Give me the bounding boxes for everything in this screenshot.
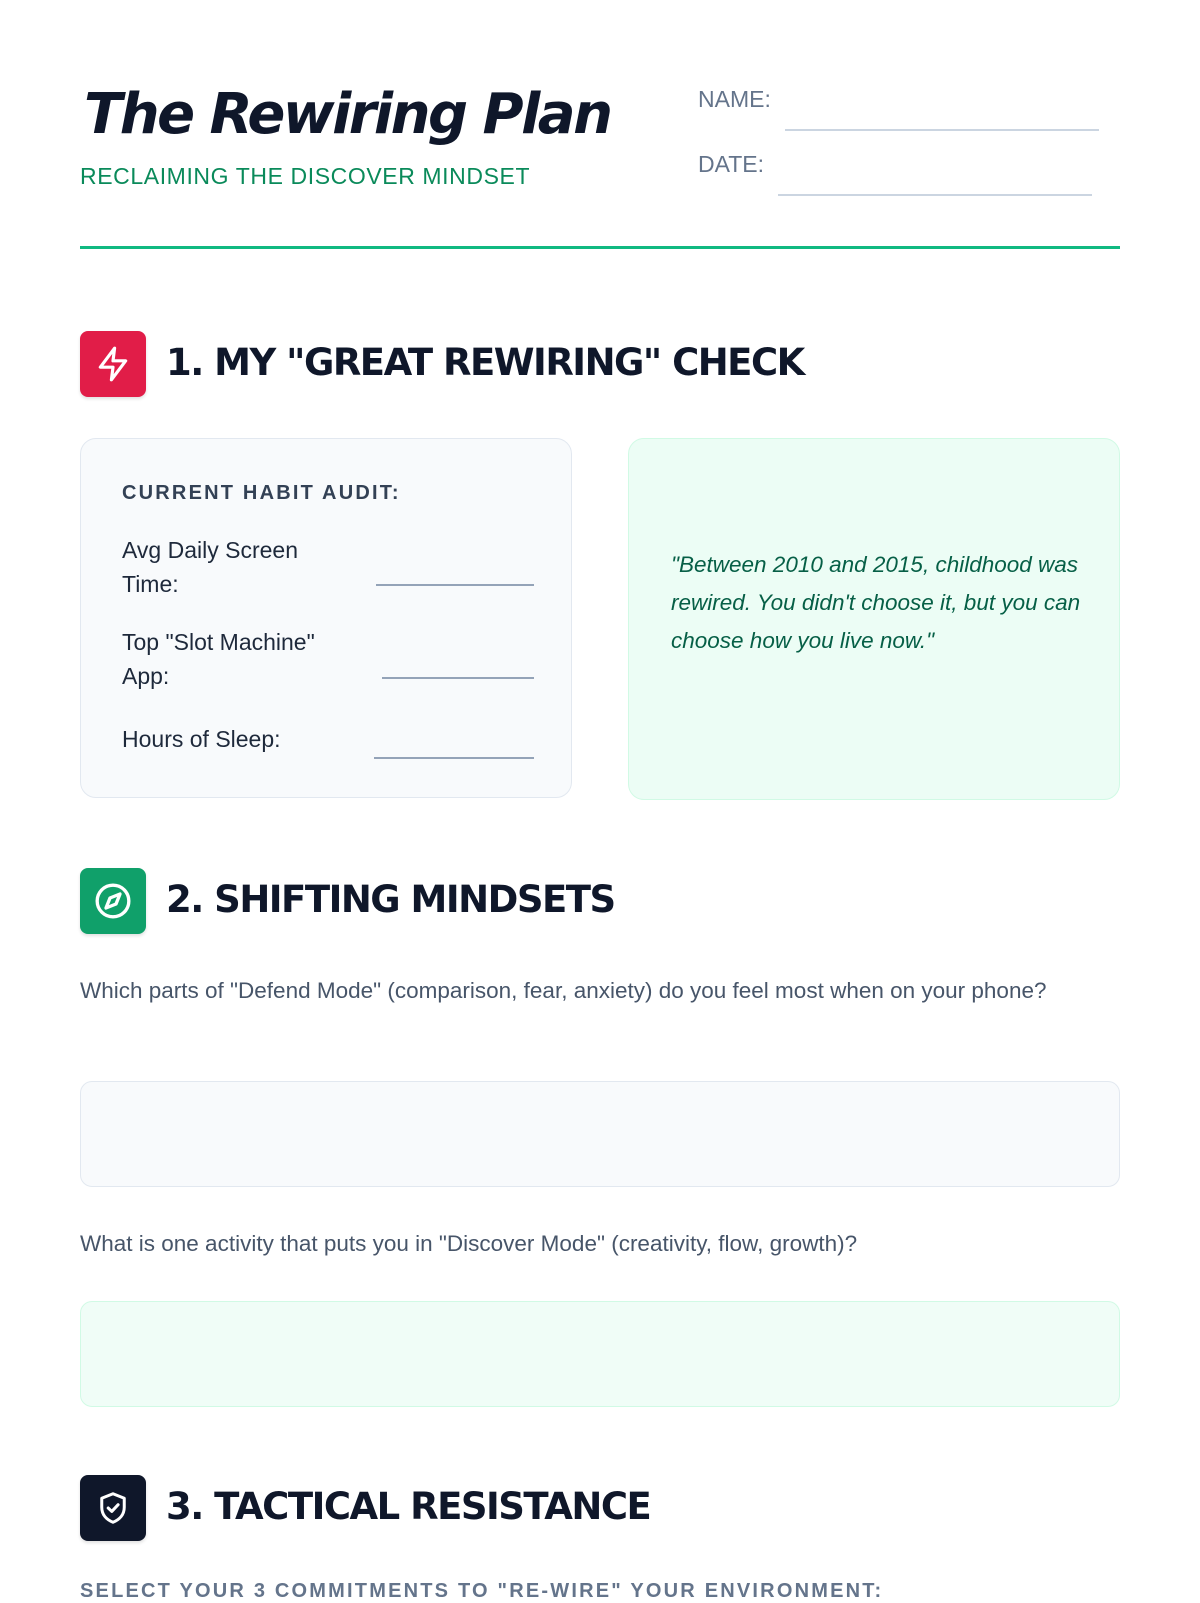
discover-mode-answer-box[interactable]: [80, 1301, 1120, 1407]
defend-mode-answer-box[interactable]: [80, 1081, 1120, 1187]
lightning-icon: [80, 331, 146, 397]
compass-icon: [80, 868, 146, 934]
name-input-line[interactable]: [785, 129, 1099, 131]
name-field: [698, 86, 1099, 113]
date-label: DATE:: [698, 151, 765, 177]
slot-app-input-line[interactable]: [382, 677, 534, 679]
commitments-subheading: SELECT YOUR 3 COMMITMENTS TO "RE-WIRE" YOUR ENVIRONMENT:: [80, 1580, 884, 1602]
screen-time-input-line[interactable]: [376, 584, 534, 586]
page-title: The Rewiring Plan: [84, 82, 611, 147]
page-subtitle: RECLAIMING THE DISCOVER MINDSET: [80, 163, 531, 189]
section-2-heading: 2. SHIFTING MINDSETS: [166, 878, 615, 921]
sleep-input-line[interactable]: [374, 757, 534, 759]
audit-label-sleep: Hours of Sleep:: [122, 726, 281, 752]
question-discover-mode: What is one activity that puts you in "Discover Mode" (creativity, flow, growth)?: [80, 1231, 858, 1256]
date-field: [698, 151, 1092, 178]
audit-label-slot-app: Top "Slot Machine" App:: [122, 629, 315, 689]
name-label: NAME:: [698, 86, 771, 112]
audit-label-screen-time: Avg Daily Screen Time:: [122, 537, 298, 597]
quote-text: "Between 2010 and 2015, childhood was rewired. You didn't choose it, but you can choose how you live now.": [671, 552, 1081, 653]
audit-heading: CURRENT HABIT AUDIT:: [122, 482, 401, 504]
date-input-line[interactable]: [778, 194, 1092, 196]
worksheet-page: [80, 0, 1120, 1600]
section-3-heading: 3. TACTICAL RESISTANCE: [166, 1485, 651, 1528]
shield-check-icon: [80, 1475, 146, 1541]
section-1-heading: 1. MY "GREAT REWIRING" CHECK: [166, 341, 804, 384]
quote-card: [628, 438, 1120, 800]
question-defend-mode: Which parts of "Defend Mode" (comparison, fear, anxiety) do you feel most when on your phone?: [80, 978, 1047, 1003]
habit-audit-card: [80, 438, 572, 798]
header-divider: [80, 246, 1120, 249]
